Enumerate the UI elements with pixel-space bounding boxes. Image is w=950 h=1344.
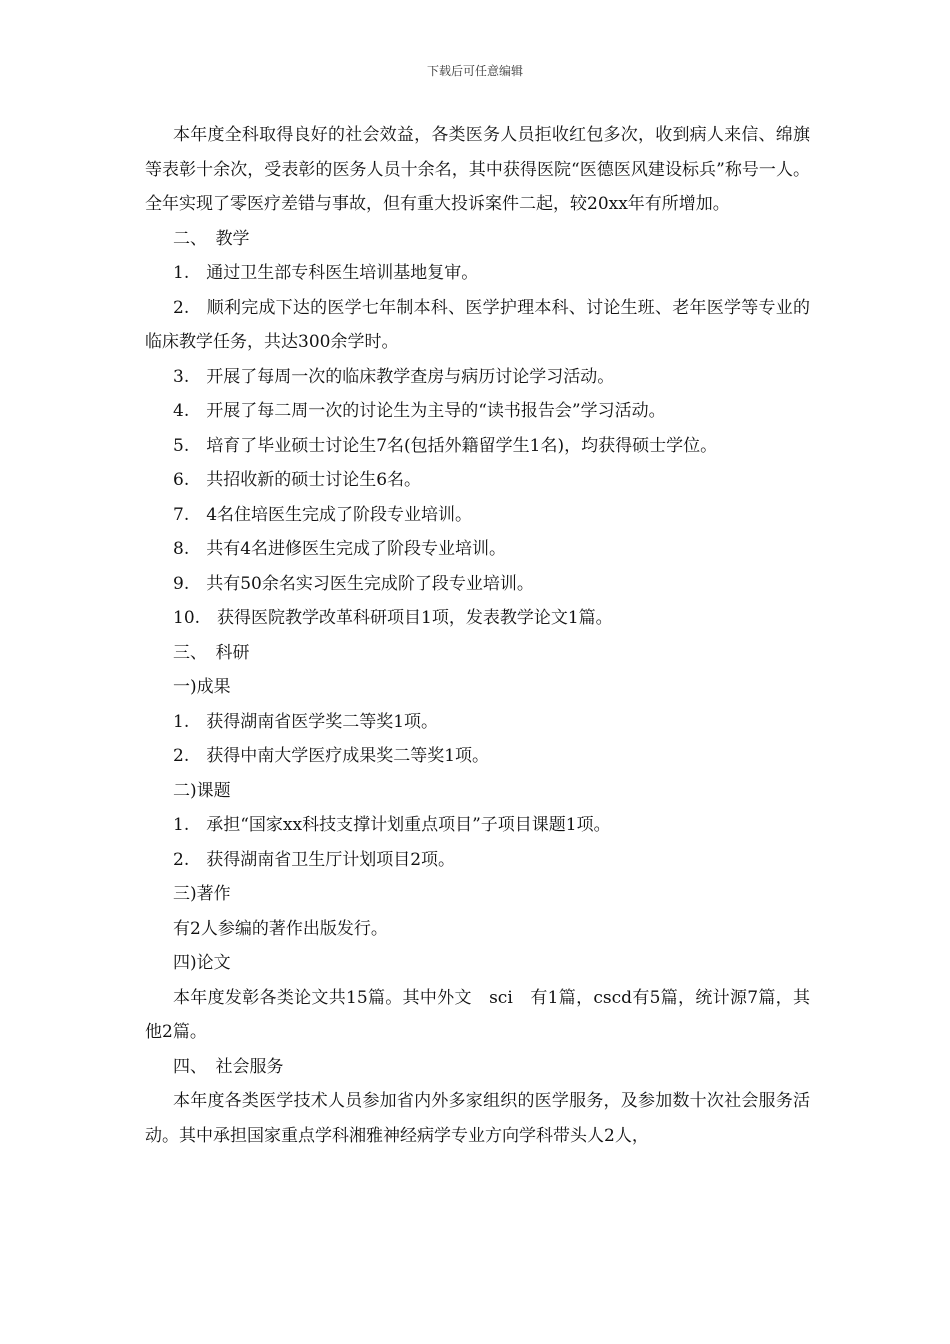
body-line: 1. 承担“国家xx科技支撑计划重点项目”子项目课题1项。 [173,815,611,835]
body-line: 一)成果 [173,677,231,697]
body-line: 有2人参编的著作出版发行。 [173,918,388,939]
body-paragraph: 本年度各类医学技术人员参加省内外多家组织的医学服务，及参加数十次社会服务活动。其中承担国家重点学科湘雅神经病学专业方向学科带头人2人， [145,1091,810,1146]
body-line: 3. 开展了每周一次的临床教学查房与病历讨论学习活动。 [173,366,615,387]
body-line: 1. 通过卫生部专科医生培训基地复审。 [173,263,479,283]
body-paragraph: 2. 顺利完成下达的医学七年制本科、医学护理本科、讨论生班、老年医学等专业的临床教学任务，共达300余学时。 [145,297,810,352]
body-line: 10. 获得医院教学改革科研项目1项，发表教学论文1篇。 [173,608,613,628]
body-line: 1. 获得湖南省医学奖二等奖1项。 [173,711,439,732]
body-line: 5. 培育了毕业硕士讨论生7名(包括外籍留学生1名)，均获得硕士学位。 [173,435,718,456]
body-line: 二、 教学 [173,228,250,249]
body-line: 四、 社会服务 [173,1056,284,1077]
body-paragraph: 本年度发彰各类论文共15篇。其中外文 sci 有1篇，cscd有5篇，统计源7篇，其他2篇。 [145,987,810,1042]
body-line: 4. 开展了每二周一次的讨论生为主导的“读书报告会”学习活动。 [173,401,666,421]
body-line: 7. 4名住培医生完成了阶段专业培训。 [173,504,473,525]
body-line: 三)著作 [173,884,231,904]
body-line: 2. 获得中南大学医疗成果奖二等奖1项。 [173,746,490,766]
body-line: 9. 共有50余名实习医生完成阶了段专业培训。 [173,573,534,594]
body-line: 2. 获得湖南省卫生厅计划项目2项。 [173,849,456,870]
body-line: 三、 科研 [173,642,250,663]
document-body [145,118,810,1153]
body-line: 6. 共招收新的硕士讨论生6名。 [173,470,422,490]
body-line: 四)论文 [173,953,231,973]
page-header: 下载后可任意编辑 [426,64,523,78]
body-line: 8. 共有4名进修医生完成了阶段专业培训。 [173,539,507,559]
body-paragraph: 本年度全科取得良好的社会效益，各类医务人员拒收红包多次，收到病人来信、绵旗等表彰十余次，受表彰的医务人员十余名，其中获得医院“医德医风建设标兵”称号一人。全年实现了零医疗差错与事故，但有重大投诉案件二起，较20xx年有所增加。 [145,125,810,214]
body-line: 二)课题 [173,780,231,801]
